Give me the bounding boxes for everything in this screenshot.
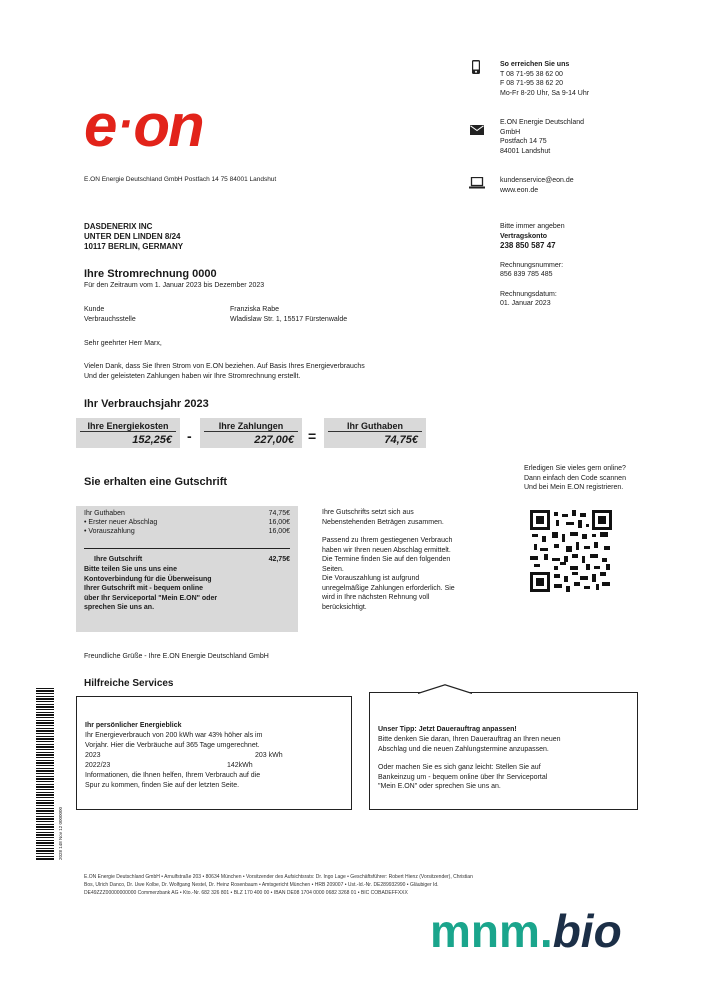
energy-costs-value: 152,25€ [132,434,172,446]
date-value: 01. Januar 2023 [500,300,551,307]
postal-barcode [36,688,54,860]
credit-title: Sie erhalten eine Gutschrift [84,476,228,488]
energy-outlook-title: Ihr persönlicher Energieblick [85,722,182,729]
site-value: Wladislaw Str. 1, 15517 Fürstenwalde [230,316,348,323]
energy-costs-box [76,418,180,448]
energy-outlook-text: Ihr Energieverbrauch von 200 kWh war 43% höher als im Vorjahr. Hier die Verbräuche auf 365 Tage umgerechnet. [85,732,263,749]
invoice-number: 856 839 785 485 [500,271,553,278]
credit-total: Ihre Gutschrift 42,75€ [94,556,290,563]
online-prompt: Erledigen Sie vieles gern online? Dann einfach den Code scannen Und bei Mein E.ON registrieren. [524,465,626,491]
contact-phone[interactable]: T 08 71-95 38 62 00 [500,70,563,78]
sender-line: E.ON Energie Deutschland GmbH Postfach 14 75 84001 Landshut [84,176,277,183]
contact-hours: Mo-Fr 8-20 Uhr, Sa 9-14 Uhr [500,89,590,97]
equals-sign: = [308,428,317,444]
consumption-value-1: 203 kWh [255,752,283,759]
mail-icon [470,122,484,140]
standing-order-tip-title: Unser Tipp: Jetzt Dauerauftrag anpassen! [378,726,517,733]
laptop-icon [469,176,485,194]
consumption-value-2: 142kWh [227,762,253,769]
invoice-label: Rechnungsnummer: [500,261,564,269]
services-title: Hilfreiche Services [84,678,174,689]
credit-row: • Vorauszahlung 16,00€ [84,528,290,535]
credit-breakdown-box [76,506,298,632]
energy-outlook-footer: Informationen, die Ihnen helfen, Ihrem Verbrauch auf die Spur zu kommen, finden Sie auf der letzten Seite. [85,772,261,789]
greeting: Sehr geehrter Herr Marx, [84,340,162,347]
payments-box [200,418,302,448]
credit-divider [84,548,290,549]
intro-text: Vielen Dank, dass Sie Ihren Strom von E.ON beziehen. Auf Basis Ihres Energieverbrauchs Und der geleisteten Zahlungen haben wir Ihre Stromrechnung erstellt. [84,363,365,380]
tip-box-notch [418,684,472,694]
payments-label: Ihre Zahlungen [218,421,284,431]
contact-title: So erreichen Sie uns [500,61,570,68]
credit-note: Bitte teilen Sie uns uns eine Kontoverbindung für die Überweisung Ihrer Gutschrift mit - bequem online über Ihr Serviceportal "Mein E.ON" oder sprechen Sie uns an. [84,566,218,611]
bill-title: Ihre Stromrechnung 0000 [84,268,217,280]
watermark-logo: mnm.bio [430,905,622,957]
contact-fax: F 08 71-95 38 62 20 [500,80,564,87]
date-label: Rechnungsdatum: [500,290,557,298]
barcode-caption: 2028 148 Nov 12 0000000 [58,806,63,860]
year-title: Ihr Verbrauchsjahr 2023 [84,398,209,410]
contact-online [500,176,574,195]
credit-balance-value: 74,75€ [384,434,418,446]
invoice-meta [500,222,565,309]
eon-logo: e·on [84,92,203,159]
recipient-address: DASDENERIX INC UNTER DEN LINDEN 8/24 10117 BERLIN, GERMANY [84,222,184,251]
contact-hotline [500,60,589,98]
contract-number: 238 850 587 47 [500,241,556,250]
standing-order-tip-box [369,692,638,810]
contact-web[interactable]: www.eon.de [500,186,539,194]
consumption-year-1: 2023 [85,752,101,759]
energy-costs-label: Ihre Energiekosten [87,421,169,431]
consumption-year-2: 2022/23 [85,762,111,769]
energy-outlook-box [76,696,352,810]
credit-balance-box [324,418,426,448]
bill-period: Für den Zeitraum vom 1. Januar 2023 bis Dezember 2023 [84,282,265,289]
contact-email[interactable]: kundenservice@eon.de [500,177,574,184]
legal-footer: E.ON Energie Deutschland GmbH • Arnulfstraße 203 • 80634 München • Vorsitzender des Aufsichtsrats: Dr. Ingo Lage • Geschäftsführer: Robert Hienz (Vorsitzender), Christian Bos, Ulrich Danco, Dr. Uwe Kolbe, Dr. Wolfgang Nestel, Dr. Heinz Rosenbaum • Amtsgericht München • HRB 209007 • Ust.-Id.-Nr. DE289932990 • Gläubiger Id. DE49ZZZ00000000000 Commerzbank AG • Kto.-Nr. 682 326 801 • BLZ 170 400 00 • IBAN DE08 1704 0000 0682 3268 01 • BIC COBADEFFXXX [84,874,473,896]
credit-balance-label: Ihr Guthaben [347,421,403,431]
standing-order-tip-text: Bitte denken Sie daran, Ihren Dauerauftrag an Ihren neuen Abschlag und die neuen Zahlungstermine anzupassen. Oder machen Sie es sich ganz leicht: Stellen Sie auf Bankeinzug um - bequem online über Ihr Serviceportal "Mein E.ON" oder sprechen Sie uns an. [378,736,561,790]
contact-address: E.ON Energie Deutschland GmbH Postfach 14 75 84001 Landshut [500,119,585,155]
credit-explanation: Ihre Gutschrifts setzt sich aus Nebenstehenden Beträgen zusammen. Passend zu Ihrem gestiegenen Verbrauch haben wir Ihren neuen Abschlag ermittelt. Die Termine finden Sie auf den folgenden Seiten. Die Vorauszahlung ist aufgrund unregelmäßige Zahlungen erforderlich. Sie wird in Ihre nächsten Rehnung voll berücksichtigt. [322,509,455,611]
contract-label: Bitte immer angeben [500,223,565,230]
qr-code[interactable] [530,510,612,592]
credit-row: • Erster neuer Abschlag 16,00€ [84,519,290,526]
closing-line: Freundliche Grüße - Ihre E.ON Energie Deutschland GmbH [84,653,269,660]
phone-icon [470,60,482,79]
customer-value: Franziska Rabe [230,306,280,313]
customer-label: Kunde [84,306,105,313]
site-label: Verbrauchsstelle [84,316,136,323]
credit-row: Ihr Guthaben 74,75€ [84,510,290,517]
contract-sub: Vertragskonto [500,232,548,240]
minus-sign: - [187,428,192,444]
payments-value: 227,00€ [254,434,294,446]
